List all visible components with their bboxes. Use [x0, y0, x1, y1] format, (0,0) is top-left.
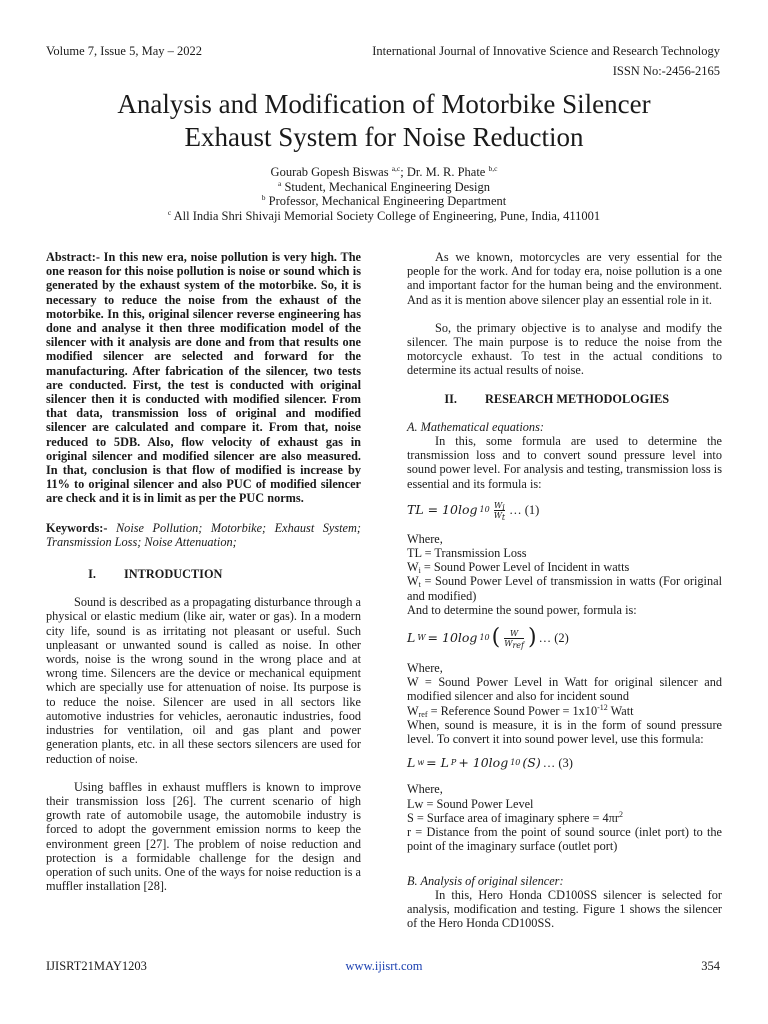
author-block — [0, 165, 768, 223]
keywords — [46, 521, 361, 549]
eq1-tag: … (1) — [509, 503, 540, 518]
paper-id: IJISRT21MAY1203 — [46, 959, 147, 973]
right-paragraph-1: As we known, motorcycles are very essential for the people for the work. And for today era, noise pollution is a one and important factor for the human being and the environment. And as it is mention above silencer play an essential role in it. — [407, 250, 722, 307]
intro-paragraph-2: Using baffles in exhaust mufflers is known to improve their transmission loss [26]. The current scenario of high growth rate of automobile usage, the automobile industry is forced to adopt the government emission norms to keep the environment green [27]. The problem of noise reduction and protection is a formidable challenge for the design and operation of such units. One of the ways for noise reduction is a muffler installation [28]. — [46, 779, 361, 894]
where-1: Where, — [407, 531, 443, 546]
equation-3: L w = L P + 10log 10 (S) … (3) — [407, 755, 573, 771]
section-heading-introduction — [46, 567, 361, 581]
title-line-2: Exhaust System for Noise Reduction — [184, 122, 584, 152]
eq2-numerator: W — [509, 628, 519, 638]
affiliation-b-text: Professor, Mechanical Engineering Department — [265, 194, 507, 209]
subsection-b-paragraph: In this, Hero Honda CD100SS silencer is selected for analysis, modification and testing. Figure 1 shows the silencer of the Hero Honda CD100SS. — [407, 887, 722, 931]
left-column — [46, 250, 361, 893]
eq1-fraction — [494, 501, 505, 520]
journal-url-link[interactable]: www.ijisrt.com — [345, 959, 423, 973]
eq1-lhs: TL = 10log — [407, 502, 478, 518]
eq2-denominator: $W_{ref}$ — [504, 638, 524, 650]
author-line — [0, 165, 768, 180]
def-wt: $W_t$ = Sound Power Level of transmission in watts (For original and modified) — [407, 574, 722, 603]
author-1: Gourab Gopesh Biswas — [270, 165, 389, 179]
section-heading-methodologies — [407, 392, 722, 406]
section-title: RESEARCH METHODOLOGIES — [485, 391, 670, 406]
paper-title — [0, 88, 768, 154]
abstract: Abstract:- In this new era, noise pollution is very high. The one reason for this noise pollution is noise or sound which is generated by the exhaust system of the motorbike. So, it is necessary to reduce the noise from the exhaust of the motorbike. In this, original silencer reverse engineering has done and analyse it then three modification model of the silencer with it analysis are done and from that results one modified silencer are selected and forward for the manufacturing. After fabrication of the silencer, two tests are conducted. First, the test is conducted with original silencer then it is conducted with modified silencer. From that data, transmission loss of original and modified silencer are calculated and compare it. From that, noise reduced to 5DB. Also, flow velocity of exhaust gas in original silencer and modified silencer are also measured. In that, conclusion is that flow of modified is increase by 11% to original silencer and also PUC of modified silencer are check and it is in limit as per the PUC norms. — [46, 250, 361, 506]
def-tl: TL = Transmission Loss — [407, 546, 527, 561]
affiliation-c-text: All India Shri Shivaji Memorial Society College of Engineering, Pune, India, 411001 — [171, 208, 601, 223]
title-line-1: Analysis and Modification of Motorbike Silencer — [117, 89, 651, 119]
def-s: S = Surface area of imaginary sphere = $4\pi r^2$ — [407, 809, 623, 825]
section-number: I. — [88, 567, 96, 582]
def-lw: Lw = Sound Power Level — [407, 796, 534, 811]
author-2-sup: b,c — [488, 164, 498, 173]
keywords-label: Keywords:- — [46, 520, 108, 535]
eq1-denominator: $W_t$ — [493, 510, 506, 522]
section-title: INTRODUCTION — [124, 567, 223, 582]
right-paragraph-2: So, the primary objective is to analyse and modify the silencer. The main purpose is to reduce the noise from the motorcycle exhaust. To test in the actual conditions to determine its actual results of noise. — [407, 320, 722, 378]
equation-1: TL = 10log 10 $\frac{W_i}{W_t}$ … (1) — [407, 500, 540, 522]
eq2-fraction — [504, 629, 524, 648]
def-wref: $W_{ref}$ = Reference Sound Power = $1x10^{-12}$ Watt — [407, 702, 634, 719]
eq2-mid: = 10log — [427, 629, 478, 645]
eq2-tag: … (2) — [538, 630, 569, 645]
equation-2: L W = 10log 10 ( $\frac{W}{W_{ref}}$ ) … (2) — [407, 625, 569, 651]
eq1-numerator: $W_i$ — [494, 500, 505, 512]
subsection-a-paragraph: In this, some formula are used to determine the transmission loss and to convert sound pressure level into sound power level. For analysis and testing, transmission loss is essential and its formula is: — [407, 434, 722, 491]
page-number: 354 — [701, 959, 720, 973]
affiliation-c — [0, 209, 768, 224]
affiliation-a-text: Student, Mechanical Engineering Design — [281, 179, 490, 194]
journal-name: International Journal of Innovative Science and Research Technology — [372, 44, 720, 58]
affiliation-c-sup: c — [167, 207, 172, 217]
where-3: Where, — [407, 782, 443, 797]
eq2-lhs: L — [407, 629, 416, 645]
keywords-list: Noise Pollution; Motorbike; Exhaust System; Transmission Loss; Noise Attenuation; — [46, 520, 361, 549]
eq3-tag: … (3) — [542, 756, 573, 771]
affiliation-a-sup: a — [278, 178, 282, 188]
affiliation-b-sup: b — [261, 193, 266, 203]
eq2-right-paren: ) — [527, 625, 537, 651]
eq3-mid: = L — [426, 755, 449, 771]
affiliation-a — [0, 180, 768, 195]
sound-power-intro: And to determine the sound power, formula is: — [407, 602, 637, 617]
intro-paragraph-1: Sound is described as a propagating disturbance through a physical or elastic medium (like air, water or gas). In a modern city life, sound is as irritating not pleasant or useful. Such unpleasant or unwanted sound is called as noise. In other words, noise is the wrong sound in the wrong place and at wrong time. Silencers are the device or mechanical equipment which are specially use for attenuation of noise. Its purpose is to reduce the noise. Silencer are used in all sectors like automotive industries for vehicles, aeronautic industries, food industries for ventilation, oil and gas plant and power generation plants, etc. in all these sectors silencers are used for reduction of noise. — [46, 595, 361, 766]
issn: ISSN No:-2456-2165 — [612, 64, 720, 78]
eq3-arg: (S) — [522, 755, 541, 771]
subsection-a-heading: A. Mathematical equations: — [407, 419, 544, 434]
eq2-left-paren: ( — [491, 625, 501, 651]
author-2: ; Dr. M. R. Phate — [400, 165, 486, 179]
def-w: W = Sound Power Level in Watt for original silencer and modified silencer and also for incident sound — [407, 675, 722, 704]
volume-issue: Volume 7, Issue 5, May – 2022 — [46, 44, 203, 58]
author-1-sup: a,c — [391, 164, 401, 173]
conversion-intro: When, sound is measure, it is in the form of sound pressure level. To convert it into sound power level, use this formula: — [407, 717, 722, 747]
subsection-b-heading: B. Analysis of original silencer: — [407, 873, 564, 888]
section-number: II. — [444, 391, 457, 406]
affiliation-b — [0, 194, 768, 209]
where-2: Where, — [407, 661, 443, 676]
def-r: r = Distance from the point of sound source (inlet port) to the point of the imaginary surface (outlet port) — [407, 825, 722, 854]
def-wi: $W_i$ = Sound Power Level of Incident in watts — [407, 560, 630, 576]
right-column — [407, 250, 722, 930]
eq3-lhs: L — [407, 755, 416, 771]
eq3-rest: + 10log — [458, 755, 509, 771]
